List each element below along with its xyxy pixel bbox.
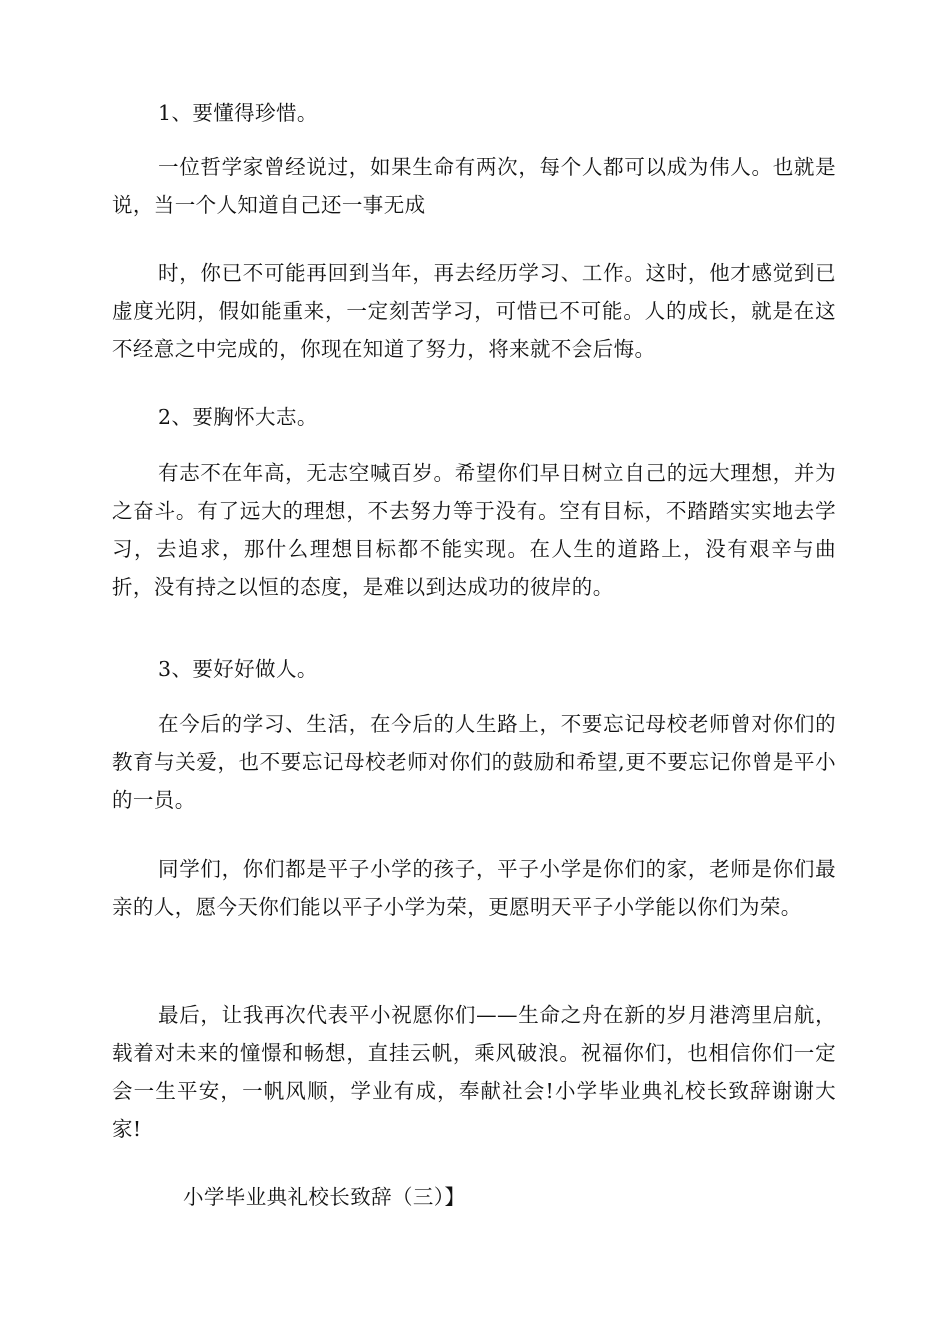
paragraph-ambition: 有志不在年高，无志空喊百岁。希望你们早日树立自己的远大理想，并为之奋斗。有了远大的理想，不去努力等于没有。空有目标，不踏踏实实地去学习，去追求，那什么理想目标都不能实现。在人生的道路上，没有艰辛与曲折，没有持之以恒的态度，是难以到达成功的彼岸的。 [112, 461, 836, 599]
section-heading-2: 2、要胸怀大志。 [158, 405, 318, 429]
paragraph-remember: 在今后的学习、生活，在今后的人生路上，不要忘记母校老师曾对你们的教育与关爱，也不要忘记母校老师对你们的鼓励和希望,更不要忘记你曾是平小的一员。 [112, 712, 836, 812]
section-heading-1: 1、要懂得珍惜。 [158, 101, 318, 125]
next-section-title: 小学毕业典礼校长致辞（三）】 [183, 1185, 466, 1209]
paragraph-time: 时，你已不可能再回到当年，再去经历学习、工作。这时，他才感觉到已虚度光阴，假如能重来，一定刻苦学习，可惜已不可能。人的成长，就是在这不经意之中完成的，你现在知道了努力，将来就不会后悔。 [112, 261, 836, 361]
paragraph-students: 同学们，你们都是平子小学的孩子，平子小学是你们的家，老师是你们最亲的人，愿今天你们能以平子小学为荣，更愿明天平子小学能以你们为荣。 [112, 857, 836, 919]
section-heading-3: 3、要好好做人。 [158, 657, 318, 681]
paragraph-finally: 最后，让我再次代表平小祝愿你们——生命之舟在新的岁月港湾里启航，载着对未来的憧憬和畅想，直挂云帆，乘风破浪。祝福你们，也相信你们一定会一生平安，一帆风顺，学业有成，奉献社会!小学毕业典礼校长致辞谢谢大家! [112, 1003, 836, 1141]
paragraph-philosopher: 一位哲学家曾经说过，如果生命有两次，每个人都可以成为伟人。也就是说，当一个人知道自己还一事无成 [112, 155, 836, 217]
